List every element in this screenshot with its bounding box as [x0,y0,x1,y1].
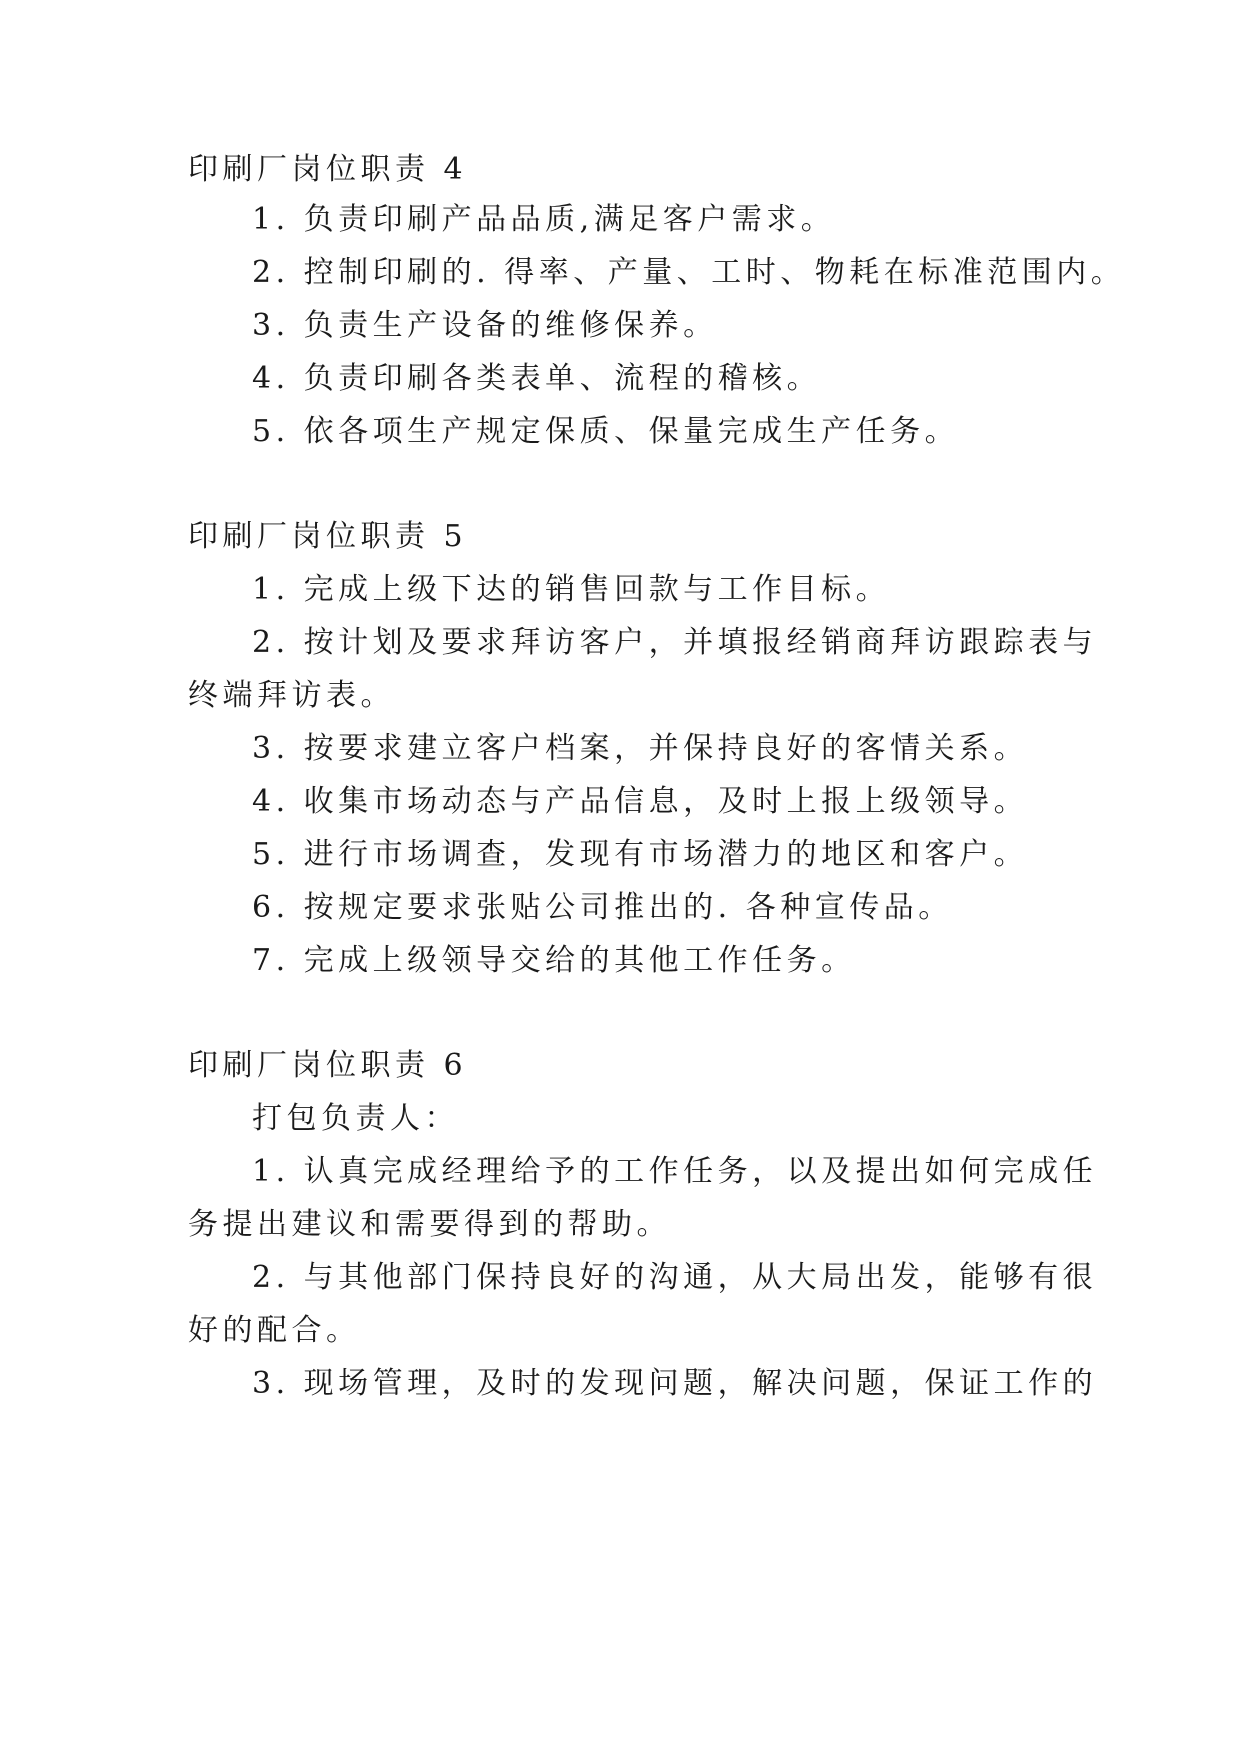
duty-item-continuation: 好的配合。 [188,1313,361,1348]
duty-item: 6. 按规定要求张贴公司推出的. 各种宣传品。 [252,890,953,925]
duty-item: 4. 负责印刷各类表单、流程的稽核。 [252,361,822,396]
duty-item: 3. 现场管理，及时的发现问题，解决问题，保证工作的 [252,1366,1098,1401]
duty-item-continuation: 务提出建议和需要得到的帮助。 [188,1207,671,1242]
duty-item: 5. 依各项生产规定保质、保量完成生产任务。 [252,414,960,449]
duty-item: 3. 按要求建立客户档案，并保持良好的客情关系。 [252,731,1029,766]
section-heading: 印刷厂岗位职责 6 [188,1048,468,1083]
duty-item: 1. 完成上级下达的销售回款与工作目标。 [252,572,891,607]
duty-item: 2. 按计划及要求拜访客户，并填报经销商拜访跟踪表与 [252,625,1098,660]
duty-item-continuation: 终端拜访表。 [188,678,395,713]
section-heading: 印刷厂岗位职责 4 [188,152,468,187]
section-heading: 印刷厂岗位职责 5 [188,519,468,554]
duty-item: 1. 负责印刷产品品质,满足客户需求。 [252,202,836,237]
duty-item: 1. 认真完成经理给予的工作任务，以及提出如何完成任 [252,1154,1098,1189]
duty-item: 4. 收集市场动态与产品信息，及时上报上级领导。 [252,784,1029,819]
duty-item: 2. 与其他部门保持良好的沟通，从大局出发，能够有很 [252,1260,1098,1295]
duty-item: 5. 进行市场调查，发现有市场潜力的地区和客户。 [252,837,1029,872]
duty-item: 2. 控制印刷的. 得率、产量、工时、物耗在标准范围内。 [252,255,1126,290]
duty-item: 7. 完成上级领导交给的其他工作任务。 [252,943,856,978]
duty-item: 3. 负责生产设备的维修保养。 [252,308,718,343]
role-label: 打包负责人： [252,1101,459,1136]
